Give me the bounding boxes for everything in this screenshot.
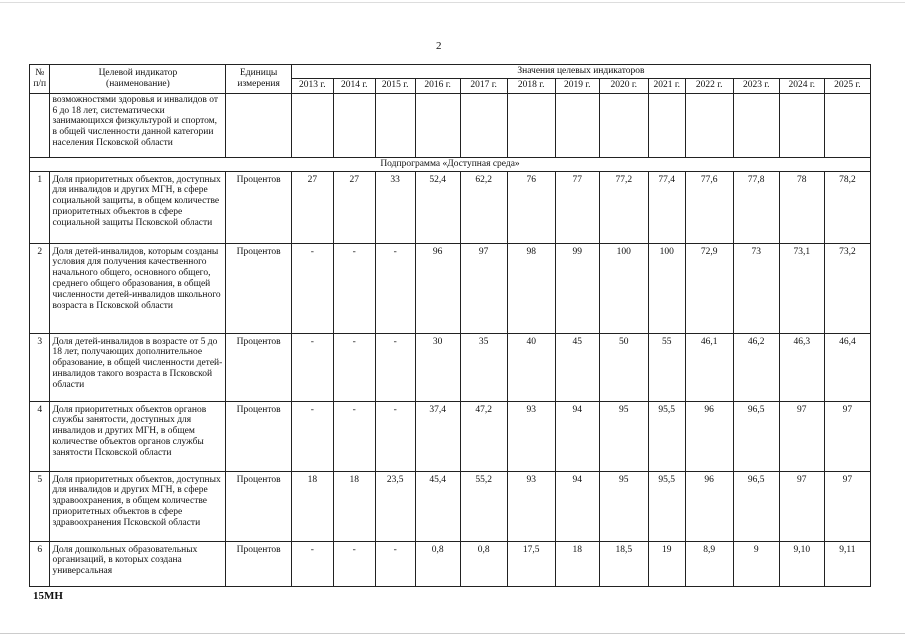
row-value: 18 <box>555 541 599 586</box>
row-value: 95 <box>599 471 648 541</box>
page-number: 2 <box>436 40 442 52</box>
row-value: 96 <box>685 471 733 541</box>
header-year: 2018 г. <box>507 78 555 93</box>
row-value: 46,3 <box>779 333 824 401</box>
continuation-value <box>507 93 555 157</box>
row-unit: Процентов <box>226 333 291 401</box>
row-value: - <box>333 333 375 401</box>
row-value: 78,2 <box>824 171 870 243</box>
row-value: - <box>291 401 333 471</box>
row-value: 97 <box>779 401 824 471</box>
row-value: 0,8 <box>415 541 460 586</box>
row-value: 50 <box>599 333 648 401</box>
row-value: 100 <box>599 243 648 333</box>
row-value: 96,5 <box>733 471 779 541</box>
row-value: 37,4 <box>415 401 460 471</box>
row-value: 46,1 <box>685 333 733 401</box>
continuation-value <box>460 93 507 157</box>
row-value: 100 <box>648 243 685 333</box>
row-value: 93 <box>507 401 555 471</box>
row-value: 19 <box>648 541 685 586</box>
row-value: 9,11 <box>824 541 870 586</box>
row-value: 77,2 <box>599 171 648 243</box>
row-value: 97 <box>460 243 507 333</box>
row-value: 45,4 <box>415 471 460 541</box>
row-unit: Процентов <box>226 471 291 541</box>
row-value: 27 <box>333 171 375 243</box>
table-row <box>30 541 871 586</box>
row-value: 47,2 <box>460 401 507 471</box>
continuation-value <box>415 93 460 157</box>
indicators-table <box>29 64 871 587</box>
row-value: 55,2 <box>460 471 507 541</box>
row-value: 18 <box>291 471 333 541</box>
row-value: 94 <box>555 471 599 541</box>
continuation-value <box>599 93 648 157</box>
table-row <box>30 333 871 401</box>
row-value: - <box>333 401 375 471</box>
header-values-title: Значения целевых индикаторов <box>291 65 870 79</box>
row-value: 73,1 <box>779 243 824 333</box>
row-value: 73 <box>733 243 779 333</box>
row-value: 72,9 <box>685 243 733 333</box>
row-value: 97 <box>824 401 870 471</box>
row-value: - <box>375 401 415 471</box>
row-value: - <box>333 243 375 333</box>
header-year: 2019 г. <box>555 78 599 93</box>
table-row <box>30 171 871 243</box>
row-number: 5 <box>30 471 50 541</box>
continuation-value <box>779 93 824 157</box>
row-value: - <box>375 541 415 586</box>
row-indicator-name: Доля дошкольных образовательных организаций, в которых создана универсальная <box>50 541 226 586</box>
continuation-unit <box>226 93 291 157</box>
row-value: 93 <box>507 471 555 541</box>
table-row <box>30 471 871 541</box>
row-number: 2 <box>30 243 50 333</box>
row-value: 0,8 <box>460 541 507 586</box>
row-value: 96 <box>685 401 733 471</box>
row-value: - <box>375 243 415 333</box>
row-unit: Процентов <box>226 171 291 243</box>
row-number: 3 <box>30 333 50 401</box>
row-value: - <box>291 333 333 401</box>
continuation-value <box>555 93 599 157</box>
row-number: 4 <box>30 401 50 471</box>
row-value: 96 <box>415 243 460 333</box>
header-year: 2016 г. <box>415 78 460 93</box>
row-value: 98 <box>507 243 555 333</box>
continuation-value <box>733 93 779 157</box>
row-value: - <box>291 243 333 333</box>
row-value: 77,8 <box>733 171 779 243</box>
row-value: 9,10 <box>779 541 824 586</box>
continuation-value <box>648 93 685 157</box>
row-value: 73,2 <box>824 243 870 333</box>
row-value: 97 <box>824 471 870 541</box>
row-value: 17,5 <box>507 541 555 586</box>
row-value: 30 <box>415 333 460 401</box>
row-value: 35 <box>460 333 507 401</box>
row-value: 95,5 <box>648 401 685 471</box>
row-indicator-name: Доля приоритетных объектов, доступных для инвалидов и других МГН, в сфере социальной защиты, в общем количестве приоритетных объектов в сфере социальной защиты Псковской области <box>50 171 226 243</box>
header-year: 2023 г. <box>733 78 779 93</box>
row-unit: Процентов <box>226 401 291 471</box>
row-indicator-name: Доля приоритетных объектов, доступных для инвалидов и других МГН, в сфере здравоохранения, в общем количестве приоритетных объектов в сфере здравоохранения Псковской области <box>50 471 226 541</box>
header-year: 2013 г. <box>291 78 333 93</box>
continuation-value <box>291 93 333 157</box>
header-year: 2020 г. <box>599 78 648 93</box>
header-year: 2024 г. <box>779 78 824 93</box>
continuation-no <box>30 93 50 157</box>
top-scan-line <box>0 2 905 3</box>
subprogram-title: Подпрограмма «Доступная среда» <box>30 157 871 171</box>
row-value: 18 <box>333 471 375 541</box>
header-year: 2022 г. <box>685 78 733 93</box>
row-value: 99 <box>555 243 599 333</box>
header-year: 2015 г. <box>375 78 415 93</box>
row-value: 77,4 <box>648 171 685 243</box>
header-year: 2017 г. <box>460 78 507 93</box>
row-value: 55 <box>648 333 685 401</box>
row-value: 78 <box>779 171 824 243</box>
row-indicator-name: Доля приоритетных объектов органов службы занятости, доступных для инвалидов и других МГН, в общем количестве объектов органов службы занятости Псковской области <box>50 401 226 471</box>
row-value: 77 <box>555 171 599 243</box>
header-year: 2014 г. <box>333 78 375 93</box>
row-value: 94 <box>555 401 599 471</box>
row-value: 52,4 <box>415 171 460 243</box>
row-value: 62,2 <box>460 171 507 243</box>
header-indicator: Целевой индикатор (наименование) <box>50 65 226 94</box>
bottom-scan-line <box>0 633 905 634</box>
table-row <box>30 401 871 471</box>
continuation-value <box>685 93 733 157</box>
row-unit: Процентов <box>226 541 291 586</box>
row-value: - <box>291 541 333 586</box>
row-value: 95,5 <box>648 471 685 541</box>
continuation-value <box>824 93 870 157</box>
table-row <box>30 243 871 333</box>
row-indicator-name: Доля детей-инвалидов в возрасте от 5 до 18 лет, получающих дополнительное образование, в общей численности детей-инвалидов такого возраста в Псковской области <box>50 333 226 401</box>
header-no: № п/п <box>30 65 50 94</box>
row-value: 97 <box>779 471 824 541</box>
continuation-value <box>375 93 415 157</box>
footer-code: 15МН <box>33 590 63 602</box>
row-value: 27 <box>291 171 333 243</box>
row-value: 76 <box>507 171 555 243</box>
row-value: - <box>333 541 375 586</box>
row-number: 6 <box>30 541 50 586</box>
row-value: 18,5 <box>599 541 648 586</box>
row-unit: Процентов <box>226 243 291 333</box>
header-units: Единицы измерения <box>226 65 291 94</box>
row-number: 1 <box>30 171 50 243</box>
row-indicator-name: Доля детей-инвалидов, которым созданы условия для получения качественного начального общего, основного общего, среднего общего образования, в общей численности детей-инвалидов школьного возраста в Псковской области <box>50 243 226 333</box>
header-year: 2025 г. <box>824 78 870 93</box>
row-value: 96,5 <box>733 401 779 471</box>
row-value: - <box>375 333 415 401</box>
row-value: 23,5 <box>375 471 415 541</box>
row-value: 45 <box>555 333 599 401</box>
row-value: 46,2 <box>733 333 779 401</box>
header-year: 2021 г. <box>648 78 685 93</box>
row-value: 33 <box>375 171 415 243</box>
continuation-value <box>333 93 375 157</box>
row-value: 77,6 <box>685 171 733 243</box>
row-value: 46,4 <box>824 333 870 401</box>
row-value: 40 <box>507 333 555 401</box>
row-value: 95 <box>599 401 648 471</box>
row-value: 9 <box>733 541 779 586</box>
row-value: 8,9 <box>685 541 733 586</box>
continuation-text: возможностями здоровья и инвалидов от 6 до 18 лет, систематически занимающихся физкультурой и спортом, в общей численности данной категории населения Псковской области <box>50 93 226 157</box>
